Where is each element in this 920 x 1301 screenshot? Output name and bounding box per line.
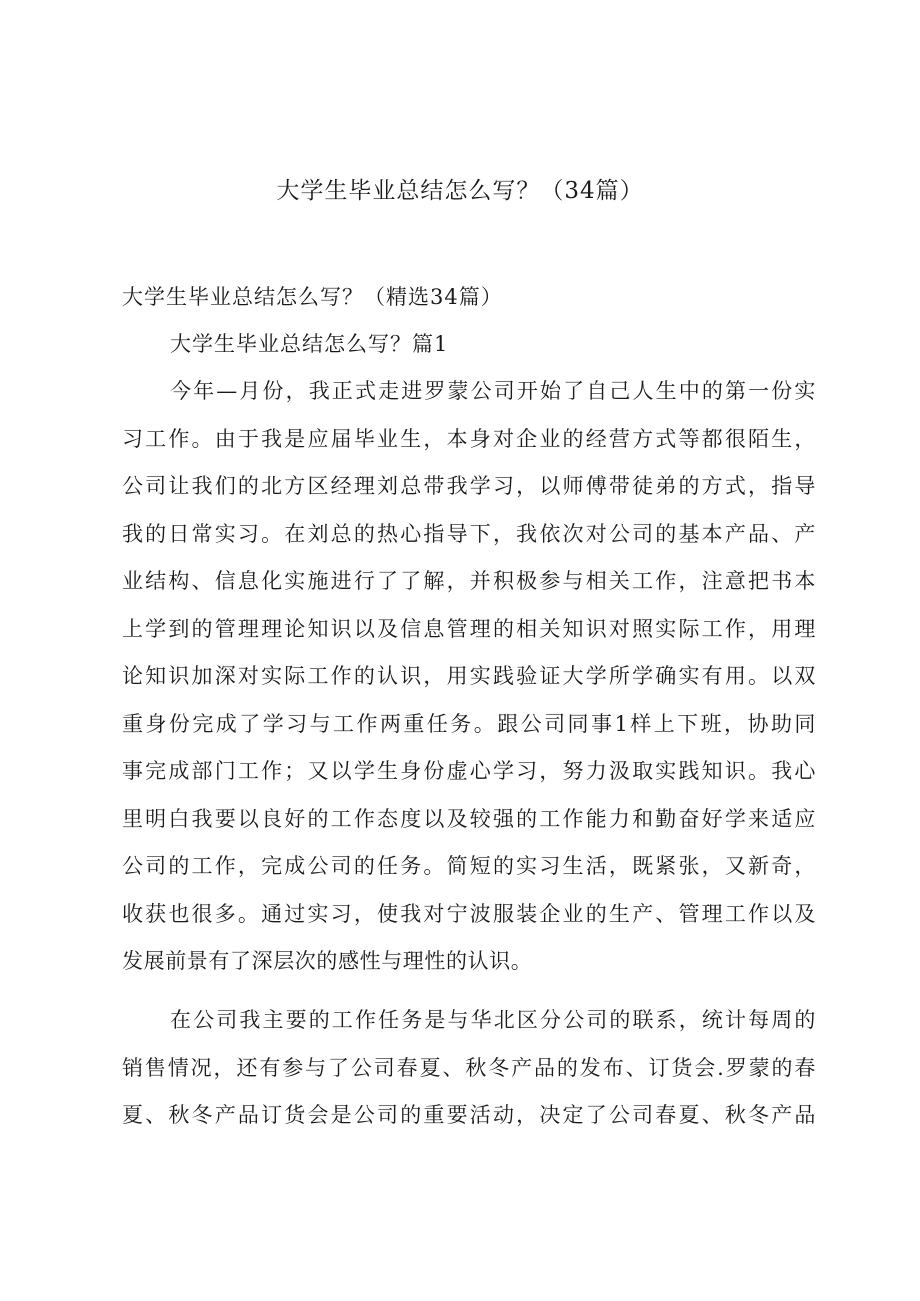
text-line: 销售情况，还有参与了公司春夏、秋冬产品的发布、订货会.罗蒙的春 [122,1055,816,1080]
text-line: 发展前景有了深层次的感性与理性的认识。 [122,949,533,973]
text-line: 里明白我要以良好的工作态度以及较强的工作能力和勤奋好学来适应 [122,806,816,831]
text-line: 重身份完成了学习与工作两重任务。跟公司同事1样上下班，协助同 [122,711,816,736]
text-line: 今年—月份，我正式走进罗蒙公司开始了自己人生中的第一份实 [170,379,816,403]
document-subtitle: 大学生毕业总结怎么写？（精选34篇） [122,285,503,309]
section-heading: 大学生毕业总结怎么写？篇1 [170,332,449,356]
body-paragraph-2 [122,997,816,1140]
text-line: 上学到的管理理论知识以及信息管理的相关知识对照实际工作，用理 [122,616,816,641]
text-line: 习工作。由于我是应届毕业生，本身对企业的经营方式等都很陌生， [122,426,816,451]
document-title: 大学生毕业总结怎么写？（34篇） [276,178,644,204]
text-line: 夏、秋冬产品订货会是公司的重要活动，决定了公司春夏、秋冬产品 [122,1103,816,1127]
text-line: 收获也很多。通过实习，使我对宁波服装企业的生产、管理工作以及 [122,901,816,926]
text-line: 在公司我主要的工作任务是与华北区分公司的联系，统计每周的 [170,1008,816,1032]
text-line: 公司让我们的北方区经理刘总带我学习，以师傅带徒弟的方式，指导 [122,474,816,498]
text-line: 公司的工作，完成公司的任务。简短的实习生活，既紧张，又新奇， [122,854,816,878]
text-line: 我的日常实习。在刘总的热心指导下，我依次对公司的基本产品、产 [122,521,816,546]
text-line: 论知识加深对实际工作的认识，用实践验证大学所学确实有用。以双 [122,664,816,688]
text-line: 事完成部门工作；又以学生身份虚心学习，努力汲取实践知识。我心 [122,759,816,783]
body-paragraph-1 [122,368,816,986]
text-line: 业结构、信息化实施进行了了解，并积极参与相关工作，注意把书本 [122,569,816,593]
